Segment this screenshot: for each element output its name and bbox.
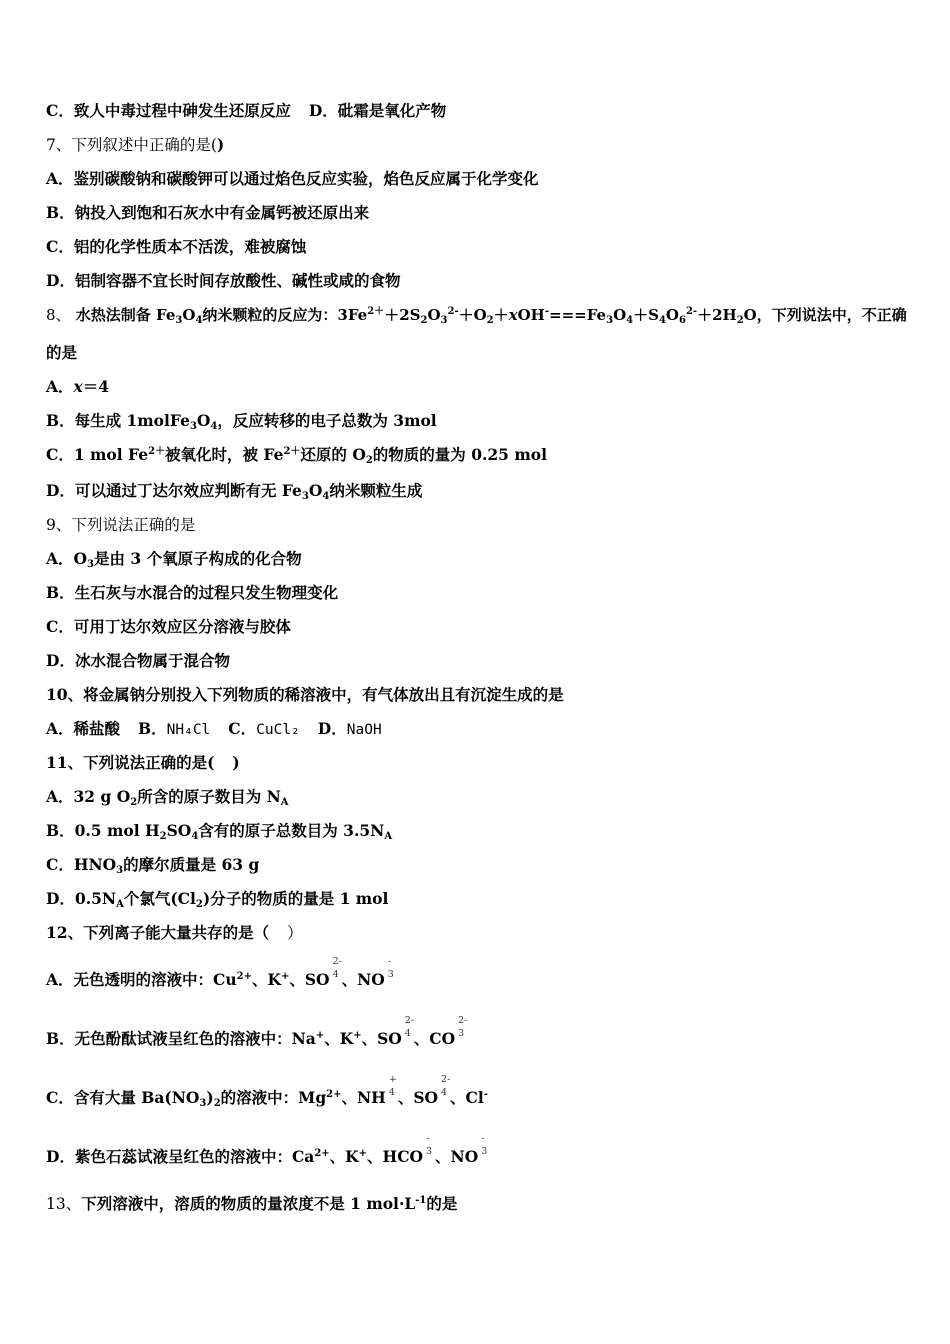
option-label: A．	[46, 377, 74, 396]
option-text: C．含有大量 Ba(NO	[46, 1088, 200, 1107]
ion-charge-stack	[455, 1015, 468, 1044]
subscript: 4	[388, 1087, 395, 1098]
subscript: 3	[189, 421, 197, 432]
question-11	[46, 752, 240, 774]
subscript: 4	[210, 421, 218, 432]
q12-option-a	[46, 956, 397, 991]
subscript: 2	[213, 1098, 221, 1109]
option-text: 、Cl	[450, 1088, 484, 1107]
equation-text: 水热法制备 Fe	[75, 306, 176, 324]
q8-option-d	[46, 480, 422, 502]
q7-option-d: D．铝制容器不宜长时间存放酸性、碱性或咸的食物	[46, 271, 401, 290]
superscript: 2-	[458, 1015, 468, 1026]
ion-charge-stack	[386, 1074, 398, 1103]
variable-x: x	[508, 306, 518, 324]
option-text: B．无色酚酞试液呈红色的溶液中：Na	[46, 1029, 316, 1048]
option-text: 所含的原子数目为 N	[137, 787, 281, 806]
option-text: 、CO	[413, 1029, 456, 1048]
question-10	[46, 684, 564, 706]
equation-text: O	[665, 306, 679, 324]
subscript: 3	[199, 1098, 207, 1109]
subscript: A	[116, 899, 124, 910]
subscript: 4	[404, 1028, 411, 1039]
q7-option-b: B．钠投入到饱和石灰水中有金属钙被还原出来	[46, 203, 370, 222]
superscript: -	[426, 1133, 430, 1144]
subscript: 2	[159, 831, 167, 842]
option-text: 、NO	[341, 970, 385, 989]
equation-text: O	[427, 306, 441, 324]
option-text: O	[308, 481, 323, 500]
q11-option-c	[46, 854, 259, 876]
q12-option-c	[46, 1074, 488, 1109]
option-text: ，反应转移的电子总数为 3mol	[217, 411, 437, 430]
q9-option-a	[46, 548, 302, 570]
q11-option-b	[46, 820, 392, 842]
subscript: 4	[626, 315, 634, 326]
option-label: D．	[317, 719, 347, 738]
option-text: A．稀盐酸	[46, 719, 121, 738]
subscript: 3	[116, 865, 124, 876]
superscript: 2-	[332, 956, 342, 967]
option-text: 、NH	[341, 1088, 386, 1107]
option-text: 、SO	[289, 970, 330, 989]
option-text: C．1 mol Fe	[46, 445, 149, 464]
option-text: D．0.5N	[46, 889, 117, 908]
ion-charge-stack	[330, 956, 342, 985]
option-text: C．HNO	[46, 855, 117, 874]
ion-charge-stack	[438, 1074, 451, 1103]
superscript: 2+	[236, 971, 252, 982]
subscript: 3	[426, 1146, 433, 1157]
option-c-d-line	[46, 100, 446, 122]
ion-charge-stack	[402, 1015, 415, 1044]
subscript: 4	[332, 969, 339, 980]
ion-charge-stack	[385, 956, 397, 985]
question-text: 10、将金属钠分别投入下列物质的稀溶液中，有气体放出且有沉淀生成的是	[46, 685, 564, 704]
q9-option-c: C．可用丁达尔效应区分溶液与胶体	[46, 617, 291, 636]
q11-option-a	[46, 786, 289, 808]
option-text: 被氧化时，被 Fe	[165, 445, 284, 464]
option-text: C．致人中毒过程中砷发生还原反应	[46, 101, 291, 120]
superscript: 2＋	[367, 306, 385, 317]
equation-text: ＋S	[633, 306, 659, 324]
q10-options	[46, 718, 382, 741]
superscript: 2-	[447, 306, 459, 317]
option-text: 含有的原子总数目为 3.5N	[198, 821, 385, 840]
ion-charge-stack	[478, 1133, 490, 1162]
superscript: 2+	[314, 1148, 330, 1159]
q9-option-d: D．冰水混合物属于混合物	[46, 651, 230, 670]
superscript: +	[358, 1148, 368, 1159]
option-text: B．每生成 1molFe	[46, 411, 190, 430]
option-text: D．可以通过丁达尔效应判断有无 Fe	[46, 481, 302, 500]
q7-option-a: A．鉴别碳酸钠和碳酸钾可以通过焰色反应实验，焰色反应属于化学变化	[46, 169, 539, 188]
superscript: 2+	[326, 1089, 342, 1100]
subscript: 4	[195, 315, 203, 326]
subscript: 2	[195, 899, 203, 910]
subscript: 6	[679, 315, 686, 326]
question-number: 8、	[46, 306, 71, 324]
question-7	[46, 134, 224, 156]
variable-x: x	[73, 377, 83, 396]
question-9: 9、下列说法正确的是	[46, 516, 196, 534]
subscript: 2	[130, 797, 138, 808]
option-text: 纳米颗粒生成	[329, 481, 423, 500]
option-text: NaOH	[346, 722, 382, 738]
option-label: C．	[228, 719, 257, 738]
option-text: 、K	[251, 970, 281, 989]
subscript: 3	[481, 1146, 488, 1157]
superscript: 2＋	[148, 446, 166, 457]
subscript: A	[384, 831, 393, 842]
option-label: B．	[138, 719, 167, 738]
option-text: A．O	[46, 549, 88, 568]
option-text: 还原的 O	[300, 445, 366, 464]
subscript: 3	[301, 491, 309, 502]
subscript: 4	[322, 491, 330, 502]
superscript: 2-	[404, 1015, 415, 1026]
superscript: 2＋	[283, 446, 301, 457]
option-text: ＝4	[82, 377, 110, 396]
subscript: 3	[387, 969, 394, 980]
question-text: ）	[287, 924, 303, 942]
superscript: -	[387, 956, 391, 967]
q8-option-a	[46, 376, 109, 398]
option-text: O	[196, 411, 211, 430]
question-12	[46, 922, 303, 944]
subscript: 3	[606, 315, 614, 326]
question-8	[46, 304, 907, 326]
option-text: D．紫色石蕊试液呈红色的溶液中：Ca	[46, 1147, 315, 1166]
option-text: 、SO	[397, 1088, 439, 1107]
superscript: 2-	[441, 1074, 451, 1085]
q8-option-c	[46, 444, 547, 466]
option-text: 、K	[324, 1029, 354, 1048]
option-text: D．砒霜是氧化产物	[308, 101, 447, 120]
equation-text: O，下列说法中，	[743, 306, 862, 324]
q7-option-c: C．铝的化学性质本不活泼，难被腐蚀	[46, 237, 307, 256]
equation-text: 纳米颗粒的反应为：3Fe	[202, 306, 368, 324]
option-text: 、K	[329, 1147, 359, 1166]
subscript: 2	[486, 315, 494, 326]
subscript: A	[280, 797, 289, 808]
question-text: 12、下列离子能大量共存的是（	[46, 923, 270, 942]
equation-text: O	[182, 306, 196, 324]
question-text: 下列溶液中，溶质的物质的量浓度不是 1 mol·L	[81, 1194, 416, 1213]
equation-text: ＋	[493, 306, 509, 324]
superscript: +	[280, 971, 290, 982]
q8-continuation: 的是	[46, 343, 78, 362]
equation-text: OH	[517, 306, 545, 324]
option-text: 是由 3 个氧原子构成的化合物	[94, 549, 302, 568]
subscript: 3	[440, 315, 448, 326]
question-number: 13、	[46, 1195, 82, 1213]
option-text: NH₄Cl	[166, 722, 211, 738]
option-text: B．0.5 mol H	[46, 821, 160, 840]
subscript: 2	[365, 455, 373, 466]
superscript: +	[353, 1030, 362, 1041]
question-text: 的是	[426, 1194, 458, 1213]
equation-text: ＋O	[458, 306, 487, 324]
option-text: CuCl₂	[256, 722, 300, 738]
ion-charge-stack	[423, 1133, 435, 1162]
question-13	[46, 1193, 457, 1215]
option-text: )	[206, 1088, 214, 1107]
equation-text: O	[613, 306, 627, 324]
superscript: +	[315, 1030, 325, 1041]
subscript: 3	[175, 315, 183, 326]
option-text: A．无色透明的溶液中：Cu	[46, 970, 237, 989]
option-text: 、HCO	[367, 1147, 424, 1166]
option-text: 、NO	[435, 1147, 479, 1166]
superscript: 2-	[685, 306, 698, 317]
superscript: +	[388, 1074, 397, 1085]
option-text: 个氯气(Cl	[123, 889, 196, 908]
q11-option-d	[46, 888, 388, 910]
subscript: 2	[420, 315, 428, 326]
q12-option-d	[46, 1133, 490, 1168]
q8-option-b	[46, 410, 437, 432]
subscript: 4	[441, 1087, 448, 1098]
option-text: 的摩尔质量是 63 g	[123, 855, 260, 874]
subscript: 2	[736, 315, 744, 326]
option-text: 的物质的量为 0.25 mol	[372, 445, 547, 464]
q9-option-b: B．生石灰与水混合的过程只发生物理变化	[46, 583, 339, 602]
question-text: )	[232, 753, 240, 772]
superscript: -	[483, 1089, 488, 1100]
superscript: -1	[415, 1195, 427, 1206]
equation-text: ＋2H	[697, 306, 737, 324]
superscript: -	[481, 1133, 485, 1144]
superscript: -	[544, 306, 550, 317]
subscript: 4	[658, 315, 666, 326]
question-text: )	[216, 135, 225, 154]
option-text: A．32 g O	[46, 787, 131, 806]
option-text: 、SO	[361, 1029, 402, 1048]
question-text: 不正确	[861, 306, 907, 324]
question-text: 11、下列说法正确的是(	[46, 753, 215, 772]
equation-text: ===Fe	[549, 306, 607, 324]
subscript: 3	[458, 1028, 465, 1039]
option-text: SO	[166, 821, 192, 840]
q12-option-b	[46, 1015, 468, 1050]
question-text: 7、下列叙述中正确的是(	[46, 136, 217, 154]
subscript: 4	[191, 831, 199, 842]
option-text: 的溶液中：Mg	[220, 1088, 327, 1107]
subscript: 3	[87, 559, 94, 570]
option-text: )分子的物质的量是 1 mol	[202, 889, 389, 908]
equation-text: ＋2S	[384, 306, 421, 324]
